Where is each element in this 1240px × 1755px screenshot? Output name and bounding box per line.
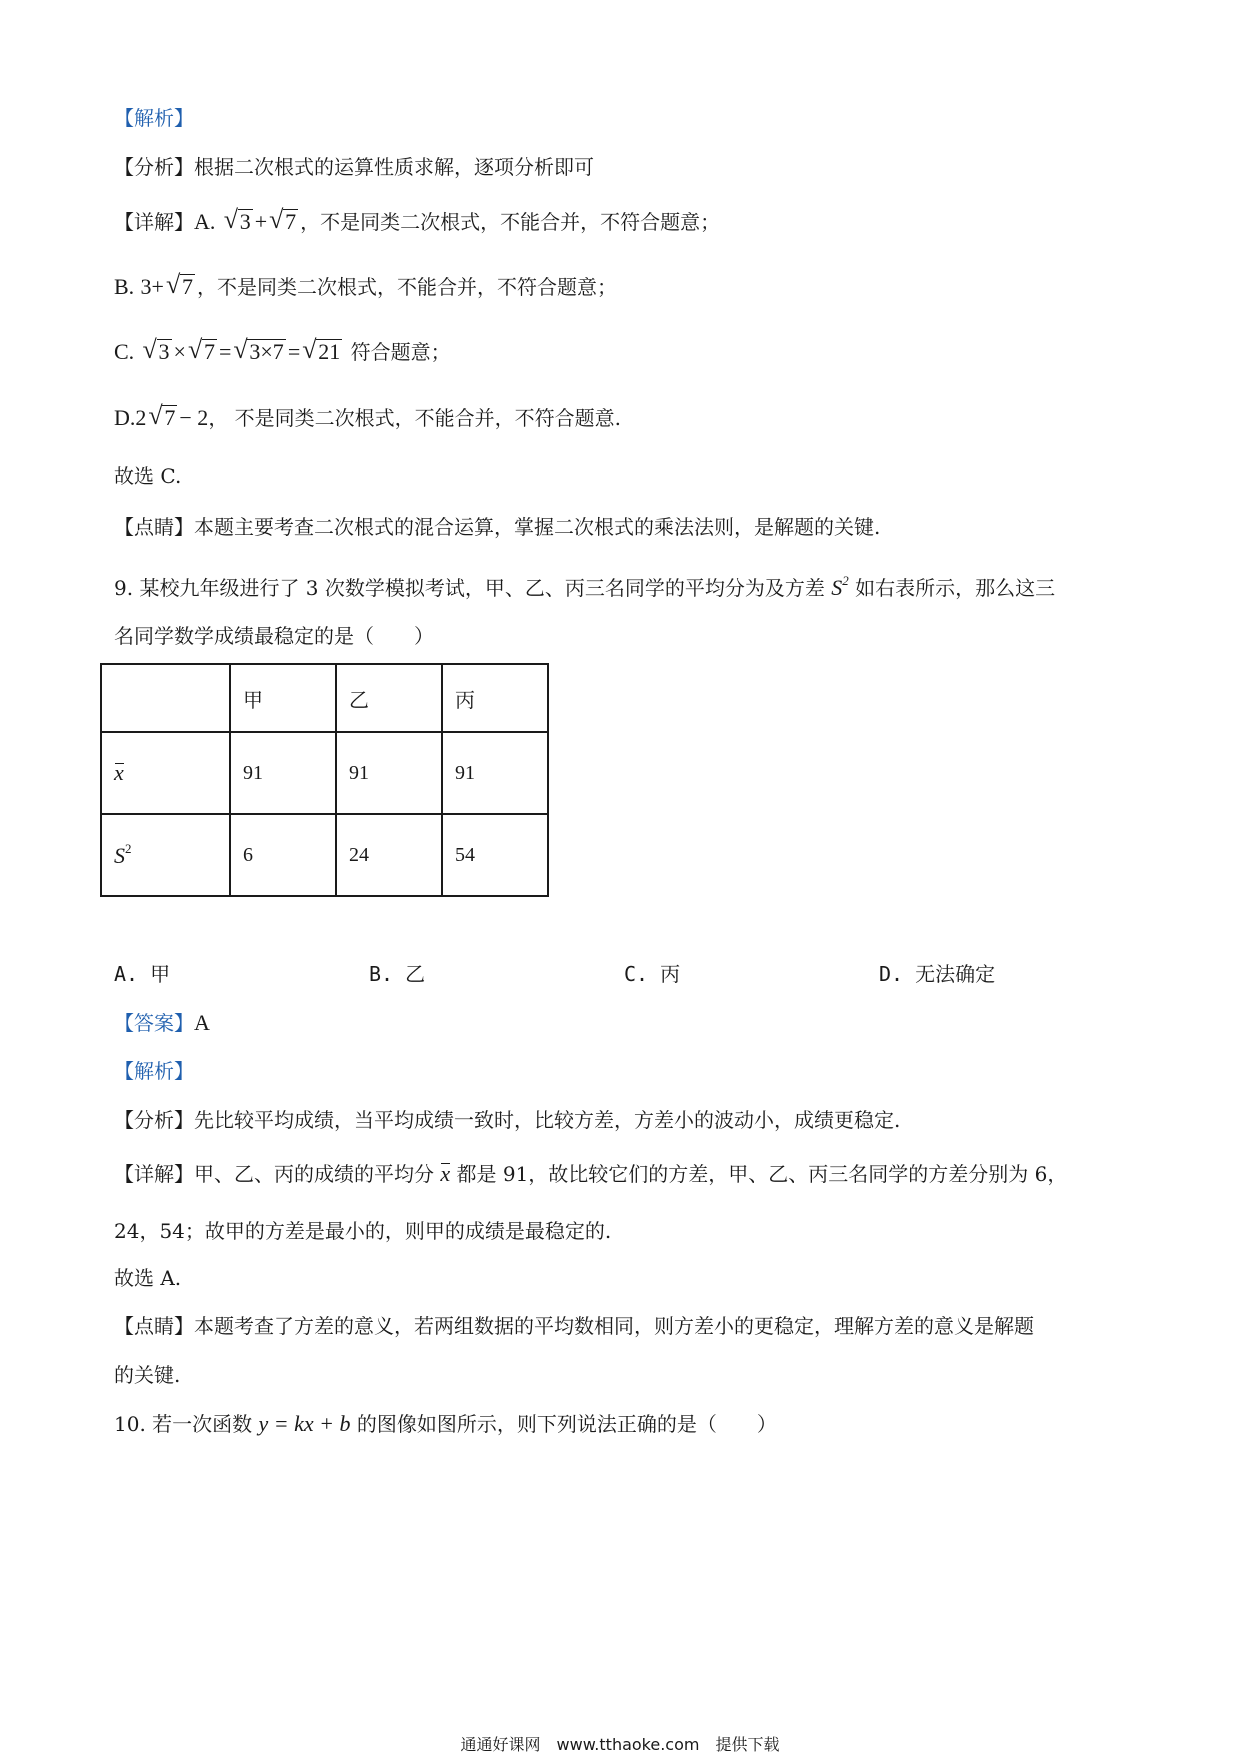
answer-tag: 【答案】	[114, 1011, 194, 1035]
table-header-jia: 甲	[230, 664, 336, 732]
sqrt-3: √ 3	[223, 205, 251, 234]
option-d-label: D.	[114, 405, 136, 430]
q9-stem-line2: 名同学数学成绩最稳定的是（ ）	[114, 624, 434, 648]
sqrt-7: √ 7	[187, 335, 215, 364]
comment-tag: 【点睛】	[114, 1314, 194, 1338]
analysis-text: 先比较平均成绩，当平均成绩一致时，比较方差，方差小的波动小，成绩更稳定.	[194, 1108, 901, 1132]
comment-line-1	[114, 1312, 1034, 1340]
detail-line-d	[114, 401, 622, 432]
detail-line-1	[114, 1160, 1067, 1188]
table-header-yi: 乙	[336, 664, 442, 732]
number-2: 2	[135, 405, 147, 430]
mean-label: x	[101, 732, 230, 814]
sqrt-7: √ 7	[148, 401, 176, 430]
jiexi-heading: 【解析】	[114, 1059, 194, 1083]
equals-sign: =	[287, 339, 301, 364]
analysis-line	[114, 153, 594, 181]
option-a-text: ，不是同类二次根式，不能合并，不符合题意；	[300, 210, 721, 234]
comment-text: 本题考查了方差的意义，若两组数据的平均数相同，则方差小的更稳定，理解方差的意义是解题	[194, 1314, 1034, 1338]
q9-stem-text: 9. 某校九年级进行了 3 次数学模拟考试，甲、乙、丙三名同学的平均分为及方差	[114, 576, 825, 600]
number-3: 3	[140, 274, 152, 299]
table-row-variance	[101, 814, 548, 896]
option-b-label: B.	[114, 274, 135, 299]
detail-line-c	[114, 335, 451, 366]
plus-sign: +	[151, 274, 164, 299]
choose-line: 故选 C.	[114, 464, 182, 488]
table-cell: 6	[230, 814, 336, 896]
variance-symbol: $S^2$	[831, 573, 849, 600]
table-header-bing: 丙	[442, 664, 548, 732]
table-cell: 91	[336, 732, 442, 814]
variance-label: $S^2$	[101, 814, 230, 896]
table-cell: 24	[336, 814, 442, 896]
choose-line: 故选 A.	[114, 1266, 182, 1290]
answer-value: A	[194, 1010, 210, 1035]
detail-text-b: 都是 91，故比较它们的方差，甲、乙、丙三名同学的方差分别为 6，	[456, 1162, 1068, 1186]
q10-stem-text: 10. 若一次函数	[114, 1412, 253, 1436]
detail-line-a	[114, 205, 721, 236]
option-d: D. 无法确定	[879, 962, 996, 986]
detail-line-2: 24，54；故甲的方差是最小的，则甲的成绩是最稳定的.	[114, 1219, 612, 1243]
minus-2: − 2	[179, 405, 209, 430]
comment-text: 本题主要考查二次根式的混合运算，掌握二次根式的乘法法则，是解题的关键.	[194, 515, 881, 539]
q10-stem	[114, 1410, 777, 1438]
table-cell: 54	[442, 814, 548, 896]
analysis-text: 根据二次根式的运算性质求解，逐项分析即可	[194, 155, 594, 179]
sqrt-3: √ 3	[142, 335, 170, 364]
table-cell: 91	[442, 732, 548, 814]
option-b: B. 乙	[369, 962, 426, 986]
table-cell: 91	[230, 732, 336, 814]
option-c: C. 丙	[624, 962, 681, 986]
option-a-label: A.	[194, 209, 216, 234]
q9-stem-line1	[114, 567, 1055, 602]
q9-stem-text-end: 如右表所示，那么这三	[855, 576, 1056, 600]
table-header-empty	[101, 664, 230, 732]
sqrt-21: √ 21	[302, 335, 341, 364]
comment-line	[114, 513, 880, 541]
table-header-row	[101, 664, 548, 732]
scores-table	[100, 663, 549, 897]
option-c-label: C.	[114, 339, 135, 364]
plus-sign: +	[254, 209, 268, 234]
detail-tag: 【详解】	[114, 1162, 194, 1186]
linear-function-expr: y = kx + b	[258, 1411, 351, 1436]
comment-tag: 【点睛】	[114, 515, 194, 539]
comment-line-2: 的关键.	[114, 1363, 181, 1387]
jiexi-heading: 【解析】	[114, 106, 194, 130]
page-footer: 通通好课网 www.tthaoke.com 提供下载	[460, 1735, 780, 1754]
detail-line-b	[114, 270, 617, 301]
analysis-tag: 【分析】	[114, 1108, 194, 1132]
mean-symbol: x	[440, 1161, 451, 1186]
option-b-text: ，不是同类二次根式，不能合并，不符合题意；	[196, 275, 617, 299]
option-d-text: ， 不是同类二次根式，不能合并，不符合题意.	[208, 406, 622, 430]
analysis-line	[114, 1106, 900, 1134]
detail-text-a: 甲、乙、丙的成绩的平均分	[194, 1162, 434, 1186]
answer-line	[114, 1009, 210, 1037]
detail-tag: 【详解】	[114, 210, 194, 234]
sqrt-7: √ 7	[269, 205, 297, 234]
option-a: A. 甲	[114, 962, 171, 986]
analysis-tag: 【分析】	[114, 155, 194, 179]
sqrt-3x7: √ 3×7	[233, 335, 284, 364]
q10-stem-text-end: 的图像如图所示，则下列说法正确的是（ ）	[356, 1412, 777, 1436]
equals-sign: =	[218, 339, 232, 364]
option-c-text: 符合题意；	[350, 340, 451, 364]
sqrt-7: √ 7	[165, 270, 193, 299]
times-sign: ×	[173, 339, 186, 364]
table-row-mean	[101, 732, 548, 814]
